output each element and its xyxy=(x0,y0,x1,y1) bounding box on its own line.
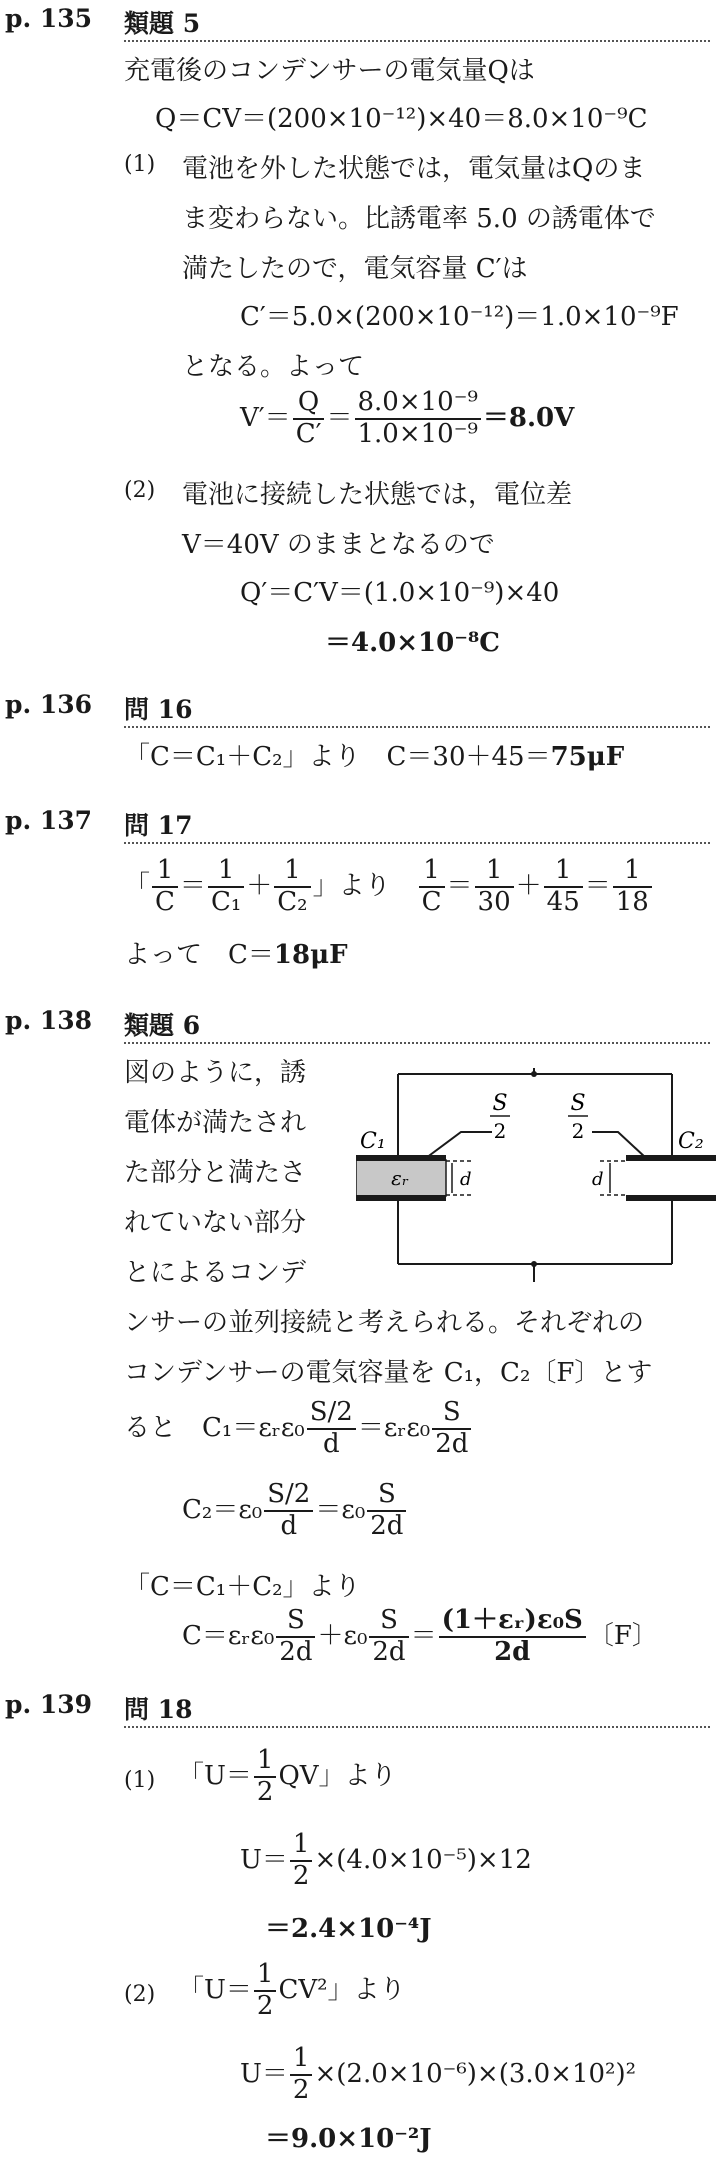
energy-result-1: ＝2.4×10⁻⁴J xyxy=(265,1914,432,1944)
fraction xyxy=(475,856,514,918)
section-heading-toi18: 問 18 xyxy=(124,1695,193,1724)
equation-charge-new: Q′＝C′V＝(1.0×10⁻⁹)×40 xyxy=(240,578,560,608)
equals-sign: ＝ xyxy=(179,870,206,901)
toi17-answer xyxy=(124,934,348,971)
fraction-numerator: S/2 xyxy=(307,1398,356,1430)
leader-line-right xyxy=(592,1132,646,1158)
q1-text-line4: となる。よって xyxy=(182,352,365,382)
result-voltage: ＝8.0V xyxy=(482,402,575,433)
bracket-open: 「 xyxy=(124,870,151,901)
equation-c2 xyxy=(182,1480,408,1542)
calc-prefix: U＝ xyxy=(240,2058,288,2089)
dotted-rule xyxy=(124,726,710,728)
label-epsilon-r: εᵣ xyxy=(391,1166,409,1190)
fraction-denominator: 2d xyxy=(372,1636,406,1667)
label-c1: C₁ xyxy=(360,1129,386,1154)
section-heading-ruidai6: 類題 6 xyxy=(124,1011,201,1040)
terminal-dot-bottom xyxy=(531,1261,537,1267)
fraction-result xyxy=(439,1606,586,1668)
equation-capacitance: C′＝5.0×(200×10⁻¹²)＝1.0×10⁻⁹F xyxy=(240,302,679,332)
q2-text-line1: 電池に接続した状態では，電位差 xyxy=(182,480,573,510)
fraction-denominator: 45 xyxy=(546,886,580,917)
dotted-rule xyxy=(124,842,710,844)
fraction xyxy=(307,1398,356,1460)
fraction-numerator: 1 xyxy=(613,856,652,888)
formula-prefix: 「U＝ xyxy=(178,1760,252,1791)
fraction xyxy=(264,1480,313,1542)
fraction xyxy=(544,856,583,918)
fraction-numerator: (1＋εᵣ)ε₀S xyxy=(439,1606,586,1638)
question-marker-1: (1) xyxy=(124,1768,156,1793)
fraction-denominator: C′ xyxy=(295,418,322,449)
energy-calc-1 xyxy=(240,1830,532,1892)
intro-text: 充電後のコンデンサーの電気量Qは xyxy=(124,56,535,86)
toi16-answer xyxy=(124,736,624,773)
fraction-numerator: S xyxy=(369,1606,408,1638)
fraction-denominator: C xyxy=(421,886,442,917)
fraction-denominator: 2d xyxy=(435,1428,469,1459)
calc-suffix: ×(4.0×10⁻⁵)×12 xyxy=(314,1844,532,1875)
label-d-left: d xyxy=(460,1169,472,1190)
fraction xyxy=(152,856,178,918)
page-number-139: p. 139 xyxy=(5,1690,93,1719)
toi17-result: 18μF xyxy=(273,940,348,970)
calc-suffix: ×(2.0×10⁻⁶)×(3.0×10²)² xyxy=(314,2058,637,2089)
section-heading-toi16: 問 16 xyxy=(124,695,193,724)
fraction xyxy=(367,1480,406,1542)
energy-calc-2 xyxy=(240,2044,636,2106)
fraction-denominator: 18 xyxy=(615,886,649,917)
terminal-dot-top xyxy=(531,1071,537,1077)
fraction xyxy=(208,856,244,918)
fraction-denominator: C₁ xyxy=(210,886,242,917)
side-text-line5: とによるコンデ xyxy=(124,1258,307,1288)
toi17-equation xyxy=(124,856,654,918)
fraction-denominator: 2 xyxy=(256,1990,274,2021)
dotted-rule xyxy=(124,40,710,42)
c2-prefix: C₂＝ε₀ xyxy=(182,1494,263,1525)
fraction-numerator: 1 xyxy=(544,856,583,888)
fraction xyxy=(276,1606,315,1668)
fraction xyxy=(432,1398,471,1460)
fraction-denominator: 2 xyxy=(292,2074,310,2105)
formula-prefix: 「U＝ xyxy=(178,1974,252,2005)
fraction xyxy=(369,1606,408,1668)
dotted-rule xyxy=(124,1726,710,1728)
question-marker-1: (1) xyxy=(124,152,156,177)
label-s-left-num: S xyxy=(492,1091,508,1116)
fraction-denominator: 2 xyxy=(256,1776,274,1807)
body-text-line6: ンサーの並列接続と考えられる。それぞれの xyxy=(124,1308,645,1338)
dim-guide-right xyxy=(600,1161,626,1195)
capacitor-circuit-diagram xyxy=(356,1068,716,1286)
unit-farad: 〔F〕 xyxy=(587,1620,658,1651)
fraction-numerator: 1 xyxy=(419,856,445,888)
fraction-numerator: 1 xyxy=(208,856,244,888)
fraction-numerator: 1 xyxy=(274,856,310,888)
plate-c1-top xyxy=(356,1155,446,1161)
page-number-135: p. 135 xyxy=(5,4,93,33)
fraction-numerator: Q xyxy=(293,388,325,420)
fraction-values xyxy=(355,388,481,450)
bracket-close: 」より xyxy=(312,870,391,901)
fraction-q-over-c xyxy=(293,388,325,450)
fraction-numerator: 1 xyxy=(152,856,178,888)
side-text-line1: 図のように，誘 xyxy=(124,1058,307,1088)
fraction-denominator: 2d xyxy=(279,1636,313,1667)
leader-line-left xyxy=(426,1132,492,1158)
fraction-numerator: S xyxy=(276,1606,315,1638)
result-charge: ＝4.0×10⁻⁸C xyxy=(325,628,501,658)
total-middle: ＋ε₀ xyxy=(317,1620,368,1651)
toi16-result: 75μF xyxy=(550,742,625,772)
toi16-equation: 「C＝C₁＋C₂」より C＝30＋45＝ xyxy=(124,742,551,772)
equals-sign: ＝ xyxy=(584,870,611,901)
label-s-right-den: 2 xyxy=(571,1119,585,1143)
fraction-numerator: 1 xyxy=(254,1960,277,1992)
fraction-numerator: S xyxy=(367,1480,406,1512)
fraction-denominator: 2d xyxy=(494,1636,531,1667)
plus-sign: ＋ xyxy=(515,870,542,901)
section-heading-toi17: 問 17 xyxy=(124,811,193,840)
fraction-numerator: S xyxy=(432,1398,471,1430)
fraction-numerator: 1 xyxy=(290,2044,313,2076)
fraction-numerator: 1 xyxy=(290,1830,313,1862)
fraction-half xyxy=(254,1746,277,1808)
equation-charge: Q＝CV＝(200×10⁻¹²)×40＝8.0×10⁻⁹C xyxy=(155,104,648,134)
q1-text-line1: 電池を外した状態では，電気量はQのま xyxy=(182,154,646,184)
equals-sign: ＝ xyxy=(446,870,473,901)
equals-sign: ＝ xyxy=(410,1620,437,1651)
energy-formula-qv xyxy=(178,1746,397,1808)
side-text-line3: た部分と満たさ xyxy=(124,1158,307,1188)
equation-total xyxy=(182,1606,658,1668)
label-d-right: d xyxy=(592,1169,604,1190)
fraction-half xyxy=(290,1830,313,1892)
formula-suffix: QV」より xyxy=(278,1760,397,1791)
plate-c1-bottom xyxy=(356,1195,446,1201)
c1-prefix: ると C₁＝εᵣε₀ xyxy=(124,1412,305,1443)
c2-middle: ＝ε₀ xyxy=(315,1494,366,1525)
dotted-rule xyxy=(124,1042,710,1044)
fraction-numerator: 1 xyxy=(254,1746,277,1778)
fraction xyxy=(419,856,445,918)
fraction-denominator: d xyxy=(322,1428,340,1459)
q1-text-line3: 満たしたので，電気容量 C′は xyxy=(182,254,528,284)
v-lhs: V′＝ xyxy=(240,402,291,433)
q2-text-line2: V＝40V のままとなるので xyxy=(182,530,495,560)
side-text-line2: 電体が満たされ xyxy=(124,1108,307,1138)
fraction-denominator: C xyxy=(155,886,175,917)
fraction-half xyxy=(290,2044,313,2106)
label-c2: C₂ xyxy=(678,1129,704,1154)
q1-text-line2: ま変わらない。比誘電率 5.0 の誘電体で xyxy=(182,204,656,234)
total-prefix: C＝εᵣε₀ xyxy=(182,1620,275,1651)
body-text-line7: コンデンサーの電気容量を C₁，C₂〔F〕とす xyxy=(124,1358,653,1388)
c1-middle: ＝εᵣε₀ xyxy=(357,1412,431,1443)
fraction-denominator: 2d xyxy=(370,1510,404,1541)
equation-voltage xyxy=(240,388,574,450)
fraction-denominator: C₂ xyxy=(277,886,308,917)
fraction-denominator: d xyxy=(280,1510,298,1541)
fraction xyxy=(613,856,652,918)
equation-c1 xyxy=(124,1398,473,1460)
side-text-line4: れていない部分 xyxy=(124,1208,307,1238)
calc-prefix: U＝ xyxy=(240,1844,288,1875)
question-marker-2: (2) xyxy=(124,478,156,503)
fraction-numerator: S/2 xyxy=(264,1480,313,1512)
sum-rule-text: 「C＝C₁＋C₂」より xyxy=(124,1572,361,1602)
page-number-137: p. 137 xyxy=(5,806,93,835)
page-number-136: p. 136 xyxy=(5,690,93,719)
fraction xyxy=(274,856,310,918)
energy-formula-cv2 xyxy=(178,1960,406,2022)
energy-result-2: ＝9.0×10⁻²J xyxy=(265,2124,432,2154)
formula-suffix: CV²」より xyxy=(278,1974,406,2005)
equals-sign: ＝ xyxy=(326,402,353,433)
section-heading-ruidai5: 類題 5 xyxy=(124,9,201,38)
toi17-conclusion: よって C＝ xyxy=(124,940,274,970)
page-number-138: p. 138 xyxy=(5,1006,93,1035)
question-marker-2: (2) xyxy=(124,1982,156,2007)
fraction-denominator: 30 xyxy=(477,886,511,917)
fraction-numerator: 8.0×10⁻⁹ xyxy=(355,388,481,420)
label-s-right-num: S xyxy=(570,1091,586,1116)
plate-c2-top xyxy=(626,1155,716,1161)
fraction-half xyxy=(254,1960,277,2022)
fraction-numerator: 1 xyxy=(475,856,514,888)
label-s-left-den: 2 xyxy=(493,1119,507,1143)
fraction-denominator: 2 xyxy=(292,1860,310,1891)
fraction-denominator: 1.0×10⁻⁹ xyxy=(357,418,478,449)
plate-c2-bottom xyxy=(626,1195,716,1201)
plus-sign: ＋ xyxy=(246,870,273,901)
